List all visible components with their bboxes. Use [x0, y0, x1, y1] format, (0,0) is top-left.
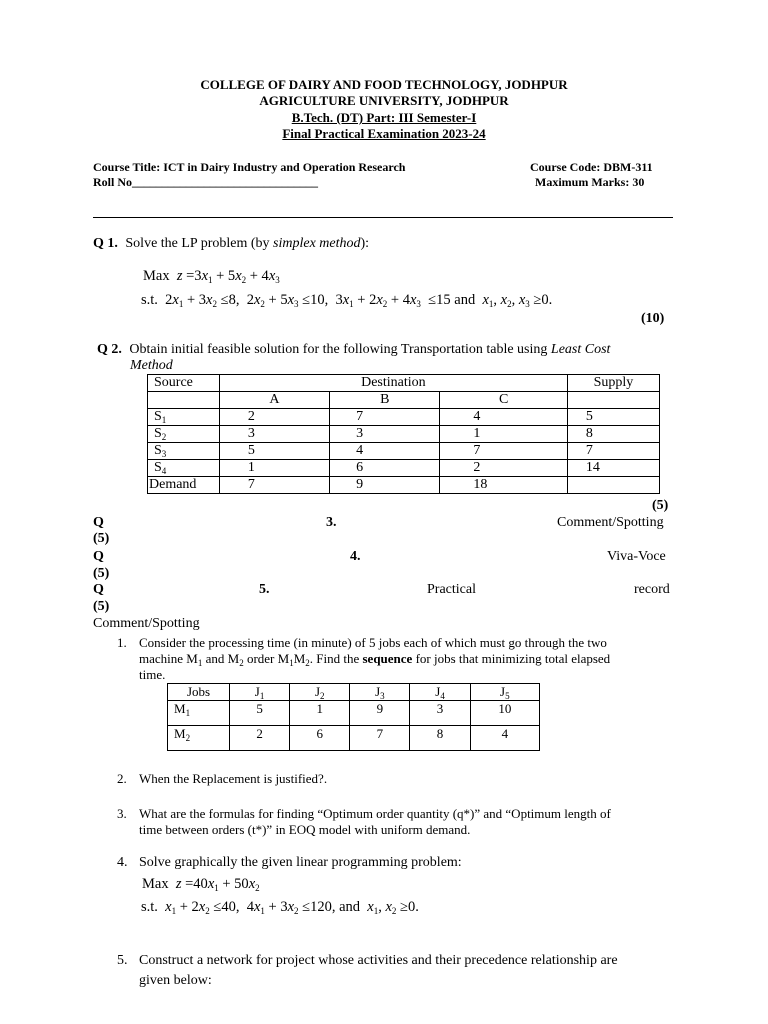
q1-objective: Max $z =3x_1 + 5x_2 + 4x_3$ — [143, 268, 280, 285]
q5-text2: record — [634, 582, 670, 597]
q1-label: Q 1. — [93, 236, 118, 251]
job-col: $J_1$ — [230, 684, 290, 701]
tt-supply-cell: 7 — [567, 443, 659, 460]
jobs-cell: 4 — [470, 726, 539, 751]
tt-source-header: Source — [148, 375, 220, 392]
tt-source-cell: $S_4$ — [148, 460, 220, 477]
q2-text-italic-1: Least Cost — [550, 342, 611, 357]
university-name: AGRICULTURE UNIVERSITY, JODHPUR — [259, 93, 509, 108]
q4-text: Viva-Voce — [607, 549, 666, 564]
section-title: Comment/Spotting — [93, 616, 200, 631]
item5-line2: given below: — [139, 973, 212, 988]
q2-text: Obtain initial feasible solution for the following Transportation table using — [129, 342, 551, 357]
tt-cell: 2 — [219, 409, 329, 426]
course-code: Course Code: DBM-311 — [530, 160, 653, 174]
jobs-cell: 10 — [470, 701, 539, 726]
roll-no: Roll No_______________________________ — [93, 175, 318, 189]
course-title: Course Title: ICT in Dairy Industry and Operation Research — [93, 160, 406, 174]
tt-col-c: C — [440, 392, 567, 409]
item1-line3: time. — [139, 667, 166, 682]
q1-text-italic: simplex method — [273, 236, 361, 251]
q5-num: 5. — [259, 582, 270, 597]
tt-source-cell: $S_1$ — [148, 409, 220, 426]
machine-label: $M_2$ — [168, 726, 230, 751]
header-divider — [93, 217, 673, 218]
q3-text: Comment/Spotting — [557, 515, 664, 530]
q4-max: Max — [142, 876, 169, 892]
tt-col-b: B — [330, 392, 440, 409]
q1-st: s.t. — [141, 292, 158, 308]
jobs-cell: 6 — [290, 726, 350, 751]
job-col: $J_2$ — [290, 684, 350, 701]
q1-marks: (10) — [641, 311, 665, 326]
tt-empty-cell — [567, 392, 659, 409]
tt-cell: 1 — [440, 426, 567, 443]
item4-objective: Max $z =40x_1 + 50x_2$ — [142, 876, 260, 893]
tt-row-s2 — [148, 426, 660, 443]
tt-demand-label: Demand — [148, 477, 220, 494]
jobs-cell: 9 — [350, 701, 410, 726]
tt-cell: 7 — [330, 409, 440, 426]
tt-supply-cell: 14 — [567, 460, 659, 477]
tt-empty-cell — [567, 477, 659, 494]
tt-demand-cell: 7 — [219, 477, 329, 494]
jobs-cell: 8 — [410, 726, 470, 751]
item5-num: 5. — [117, 953, 128, 968]
item2-text: When the Replacement is justified?. — [139, 771, 328, 786]
tt-cell: 4 — [330, 443, 440, 460]
programme: B.Tech. (DT) Part: III Semester-I — [291, 110, 477, 125]
tt-cell: 5 — [219, 443, 329, 460]
tt-destination-header: Destination — [219, 375, 567, 392]
tt-supply-cell: 8 — [567, 426, 659, 443]
tt-cell: 4 — [440, 409, 567, 426]
q1-constraints: s.t. $2x_1 + 3x_2 \le 8$, $2x_2 + 5x_3 \le 10$, $3x_1 + 2x_2 + 4x_3 \le 15$ and $x_1$, $x_2$, $x_3 \ge 0$. — [141, 292, 553, 309]
q2-label: Q 2. — [97, 342, 122, 357]
item5-line1: Construct a network for project whose activities and their precedence relationship are — [139, 953, 618, 968]
q3-q: Q — [93, 515, 104, 530]
item4-num: 4. — [117, 855, 128, 870]
programme-line — [0, 110, 768, 126]
q4-num: 4. — [350, 549, 361, 564]
q5-text1: Practical — [427, 582, 476, 597]
tt-demand-cell: 9 — [330, 477, 440, 494]
item4-constraints: s.t. $x_1 + 2x_2 \le 40$, $4x_1 + 3x_2 \le 120$, and $x_1$, $x_2 \ge 0$. — [141, 899, 419, 916]
college-name: COLLEGE OF DAIRY AND FOOD TECHNOLOGY, JODHPUR — [200, 77, 568, 92]
item4-text: Solve graphically the given linear programming problem: — [139, 855, 462, 870]
q1-max: Max — [143, 268, 170, 284]
tt-row-s4 — [148, 460, 660, 477]
item1-num: 1. — [117, 635, 127, 650]
transportation-table — [147, 374, 660, 494]
tt-cell: 3 — [330, 426, 440, 443]
jobs-cell: 5 — [230, 701, 290, 726]
q3-marks: (5) — [93, 531, 110, 546]
jobs-header-row — [168, 684, 540, 701]
tt-col-a: A — [219, 392, 329, 409]
jobs-table — [167, 683, 540, 751]
jobs-cell: 2 — [230, 726, 290, 751]
q1-and: and — [454, 292, 476, 308]
tt-row-s3 — [148, 443, 660, 460]
item1-line1: Consider the processing time (in minute) of 5 jobs each of which must go through the two — [139, 635, 607, 650]
jobs-cell: 1 — [290, 701, 350, 726]
tt-cell: 6 — [330, 460, 440, 477]
tt-cell: 1 — [219, 460, 329, 477]
q4-marks: (5) — [93, 566, 110, 581]
q2-marks: (5) — [652, 498, 669, 513]
item1-bold-word: sequence — [362, 651, 413, 666]
item3-num: 3. — [117, 806, 127, 821]
tt-source-cell: $S_3$ — [148, 443, 220, 460]
exam-title: Final Practical Examination 2023-24 — [282, 126, 486, 141]
q4-and: and — [339, 899, 361, 915]
job-col: $J_4$ — [410, 684, 470, 701]
jobs-cell: 7 — [350, 726, 410, 751]
q2-text-italic-2: Method — [130, 358, 173, 373]
q4-q: Q — [93, 549, 104, 564]
tt-demand-row — [148, 477, 660, 494]
tt-column-row — [148, 392, 660, 409]
tt-supply-cell: 5 — [567, 409, 659, 426]
item2-num: 2. — [117, 771, 127, 786]
item3-line2: time between orders (t*)” in EOQ model with uniform demand. — [139, 822, 471, 837]
machine-label: $M_1$ — [168, 701, 230, 726]
q5-marks: (5) — [93, 599, 110, 614]
job-col: $J_5$ — [470, 684, 539, 701]
jobs-header: Jobs — [168, 684, 230, 701]
jobs-m2-row — [168, 726, 540, 751]
jobs-cell: 3 — [410, 701, 470, 726]
jobs-m1-row — [168, 701, 540, 726]
tt-cell: 3 — [219, 426, 329, 443]
job-col: $J_3$ — [350, 684, 410, 701]
q1-line — [93, 236, 369, 252]
tt-row-s1 — [148, 409, 660, 426]
tt-demand-cell: 18 — [440, 477, 567, 494]
q1-text-pre: Solve the LP problem (by — [125, 236, 274, 251]
q5-q: Q — [93, 582, 104, 597]
q1-text-post: ): — [360, 236, 370, 251]
tt-source-cell: $S_2$ — [148, 426, 220, 443]
tt-header-row — [148, 375, 660, 392]
item3-line1: What are the formulas for finding “Optimum order quantity (q*)” and “Optimum length of — [139, 806, 611, 821]
q2-line2 — [130, 358, 173, 374]
tt-cell: 2 — [440, 460, 567, 477]
q4-st: s.t. — [141, 899, 158, 915]
exam-line — [0, 126, 768, 142]
q3-num: 3. — [326, 515, 337, 530]
tt-supply-header: Supply — [567, 375, 659, 392]
q2-line — [97, 342, 610, 358]
item1-line2: machine $M_1$ and $M_2$ order $M_1M_2$. Find the sequence for jobs that minimizing total elapsed — [139, 651, 611, 668]
max-marks: Maximum Marks: 30 — [535, 175, 645, 189]
tt-cell: 7 — [440, 443, 567, 460]
tt-empty-cell — [148, 392, 220, 409]
